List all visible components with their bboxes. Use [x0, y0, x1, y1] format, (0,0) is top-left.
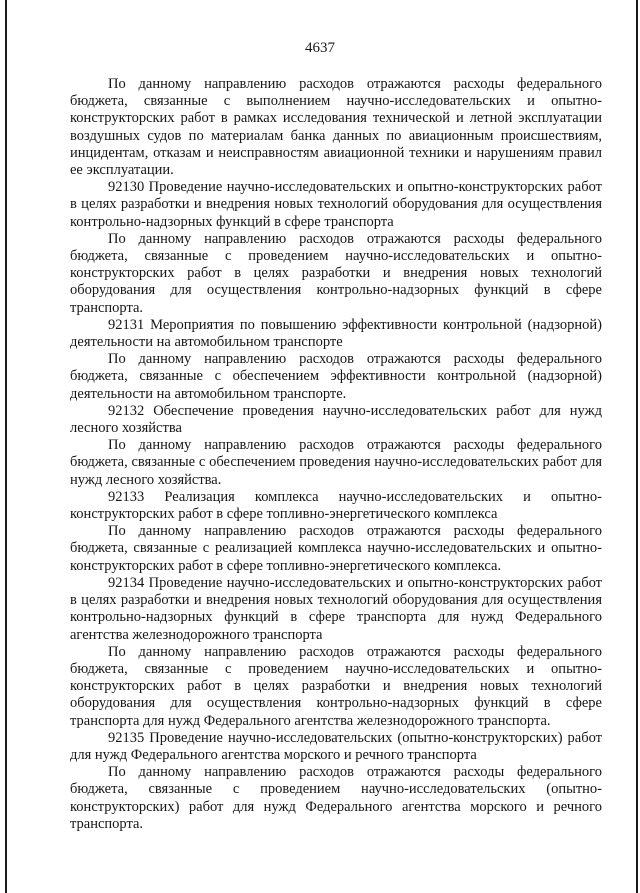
document-body	[70, 76, 602, 833]
paragraph: По данному направлению расходов отражаются расходы федерального бюджета, связанные с проведением научно-исследовательских и опытно-конструкторских работ в целях разработки и внедрения новых технологий оборудования для осуществления контрольно-надзорных функций в сфере транспорта.	[70, 230, 602, 316]
paragraph: По данному направлению расходов отражаются расходы федерального бюджета, связанные с обеспечением проведения научно-исследовательских работ для нужд лесного хозяйства.	[70, 437, 602, 488]
section-heading: 92131 Мероприятия по повышению эффективности контрольной (надзорной) деятельности на автомобильном транспорте	[70, 316, 602, 351]
paragraph: По данному направлению расходов отражаются расходы федерального бюджета, связанные с проведением научно-исследовательских и опытно-конструкторских работ в целях разработки и внедрения новых технологий оборудования для осуществления контрольно-надзорных функций в сфере транспорта для нужд Федерального агентства железнодорожного транспорта.	[70, 643, 602, 729]
paragraph: По данному направлению расходов отражаются расходы федерального бюджета, связанные с выполнением научно-исследовательских и опытно-конструкторских работ в рамках исследования технической и летной эксплуатации воздушных судов по материалам банка данных по авиационным происшествиям, инцидентам, отказам и неисправностям авиационной техники и нарушениям правил ее эксплуатации.	[70, 76, 602, 179]
paragraph: По данному направлению расходов отражаются расходы федерального бюджета, связанные с проведением научно-исследовательских (опытно-конструкторских) работ для нужд Федерального агентства морского и речного транспорта.	[70, 764, 602, 832]
section-heading: 92132 Обеспечение проведения научно-исследовательских работ для нужд лесного хозяйства	[70, 402, 602, 437]
scan-border-right	[636, 0, 638, 893]
section-heading: 92130 Проведение научно-исследовательских и опытно-конструкторских работ в целях разработки и внедрения новых технологий оборудования для осуществления контрольно-надзорных функций в сфере транспорта	[70, 179, 602, 230]
paragraph: По данному направлению расходов отражаются расходы федерального бюджета, связанные с обеспечением эффективности контрольной (надзорной) деятельности на автомобильном транспорте.	[70, 351, 602, 402]
section-heading: 92135 Проведение научно-исследовательских (опытно-конструкторских) работ для нужд Федерального агентства морского и речного транспорта	[70, 729, 602, 763]
page-number: 4637	[305, 40, 335, 56]
section-heading: 92133 Реализация комплекса научно-исследовательских и опытно-конструкторских работ в сфере топливно-энергетического комплекса	[70, 488, 602, 523]
paragraph: По данному направлению расходов отражаются расходы федерального бюджета, связанные с реализацией комплекса научно-исследовательских и опытно-конструкторских работ в сфере топливно-энергетического комплекса.	[70, 523, 602, 574]
section-heading: 92134 Проведение научно-исследовательских и опытно-конструкторских работ в целях разработки и внедрения новых технологий оборудования для осуществления контрольно-надзорных функций в сфере транспорта для нужд Федерального агентства железнодорожного транспорта	[70, 574, 602, 643]
scan-border-left	[5, 0, 7, 893]
